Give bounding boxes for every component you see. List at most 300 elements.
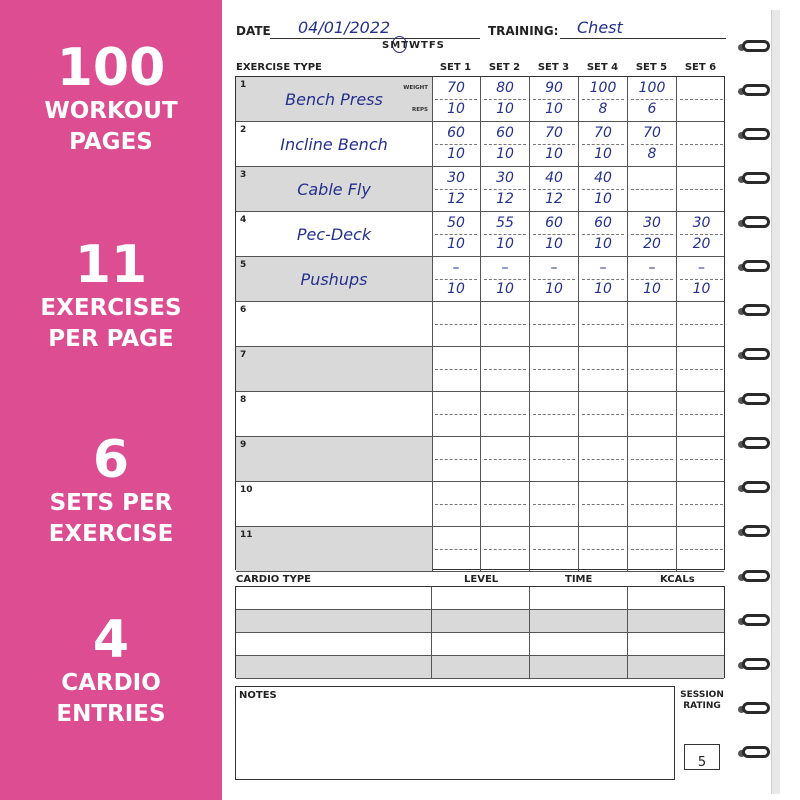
dashed-divider (582, 99, 624, 100)
set-cell[interactable] (677, 122, 726, 166)
dashed-divider (484, 189, 526, 190)
dashed-divider (631, 369, 673, 370)
stat-exercises (0, 237, 222, 355)
date-label: DATE (236, 24, 271, 38)
reps-value: 10 (692, 281, 711, 297)
dashed-divider (533, 324, 575, 325)
set-cell[interactable] (677, 257, 726, 301)
set-cell[interactable] (530, 302, 579, 346)
cardio-kcal-cell[interactable] (628, 610, 724, 632)
set-cell[interactable] (432, 167, 481, 211)
set-cell[interactable] (628, 437, 677, 481)
dashed-divider (533, 144, 575, 145)
spiral-coil (738, 481, 772, 495)
exercise-number: 7 (240, 350, 247, 360)
reps-value: 10 (545, 146, 563, 162)
set-cell[interactable] (481, 212, 530, 256)
set-cell[interactable] (432, 257, 481, 301)
stat-label-line1: SETS PER (49, 490, 173, 516)
set-cell[interactable] (481, 392, 530, 436)
set-cell[interactable] (579, 392, 628, 436)
dashed-divider (435, 459, 477, 460)
stat-sets (0, 432, 222, 550)
dashed-divider (533, 189, 575, 190)
set-cell[interactable] (481, 122, 530, 166)
dashed-divider (680, 144, 723, 145)
reps-value: 10 (545, 236, 563, 252)
dashed-divider (680, 459, 723, 460)
exercise-name-cell[interactable] (236, 482, 433, 526)
set-cell[interactable] (481, 347, 530, 391)
exercise-name-cell[interactable] (236, 527, 433, 571)
stat-label-line2: EXERCISE (48, 521, 174, 547)
exercise-row-8 (236, 392, 724, 437)
set-cell[interactable] (677, 167, 726, 211)
set-cell[interactable] (579, 482, 628, 526)
reps-value: 12 (545, 191, 563, 207)
weight-tag: WEIGHT (403, 85, 428, 91)
exercise-number: 5 (240, 260, 247, 270)
exercise-row-4 (236, 212, 724, 257)
dashed-divider (435, 279, 477, 280)
coil-wire (742, 746, 770, 758)
reps-value: 10 (496, 101, 514, 117)
set-cell[interactable] (628, 392, 677, 436)
weight-value: 70 (545, 125, 563, 141)
page-edge (771, 10, 780, 794)
weight-value: 50 (447, 215, 465, 231)
cardio-level-cell[interactable] (432, 610, 530, 632)
dashed-divider (680, 279, 723, 280)
exercise-number: 4 (240, 215, 247, 225)
stat-cardio (0, 612, 222, 730)
dashed-divider (435, 369, 477, 370)
session-rating-value[interactable] (684, 744, 720, 770)
coil-wire (742, 437, 770, 449)
dashed-divider (435, 189, 477, 190)
dashed-divider (435, 504, 477, 505)
dashed-divider (582, 549, 624, 550)
reps-value: 20 (692, 236, 711, 252)
notes-label: NOTES (239, 690, 277, 701)
dashed-divider (680, 234, 723, 235)
cardio-row (236, 633, 724, 656)
set-cell[interactable] (677, 527, 726, 571)
exercise-name-cell[interactable] (236, 392, 433, 436)
cardio-kcal-cell[interactable] (628, 656, 724, 678)
reps-value: 10 (447, 236, 465, 252)
exercise-row-3 (236, 167, 724, 212)
coil-wire (742, 481, 770, 493)
exercise-number: 6 (240, 305, 247, 315)
exercise-name-cell[interactable] (236, 257, 433, 301)
cardio-row (236, 610, 724, 633)
coil-wire (742, 260, 770, 272)
spiral-coil (738, 84, 772, 98)
weight-value: 30 (496, 170, 514, 186)
set-cell[interactable] (677, 212, 726, 256)
cardio-type-header: CARDIO TYPE (236, 574, 312, 585)
set-cell[interactable] (579, 257, 628, 301)
set-cell[interactable] (432, 482, 481, 526)
exercise-name-cell[interactable] (236, 437, 433, 481)
dashed-divider (582, 144, 624, 145)
coil-wire (742, 216, 770, 228)
session-rating-label-line2: RATING (683, 701, 721, 711)
exercise-row-6 (236, 302, 724, 347)
reps-value: 10 (594, 146, 612, 162)
stat-label-line1: CARDIO (61, 670, 161, 696)
dashed-divider (680, 189, 723, 190)
stat-label-line1: WORKOUT (44, 98, 178, 124)
exercise-number: 10 (240, 485, 253, 495)
dashed-divider (484, 99, 526, 100)
dashed-divider (533, 234, 575, 235)
dashed-divider (484, 144, 526, 145)
set-cell[interactable] (432, 77, 481, 121)
set-2-header: SET 2 (488, 62, 521, 73)
set-4-header: SET 4 (586, 62, 619, 73)
set-cell[interactable] (677, 392, 726, 436)
spiral-coil (738, 614, 772, 628)
set-cell[interactable] (530, 437, 579, 481)
set-cell[interactable] (432, 212, 481, 256)
cardio-kcal-header: KCALs (660, 574, 695, 585)
reps-value: 10 (545, 101, 563, 117)
set-cell[interactable] (579, 212, 628, 256)
set-cell[interactable] (628, 257, 677, 301)
cardio-time-cell[interactable] (530, 587, 628, 609)
dashed-divider (484, 369, 526, 370)
weight-value: 70 (594, 125, 612, 141)
dashed-divider (533, 459, 575, 460)
weight-value: 40 (594, 170, 612, 186)
cardio-row (236, 656, 724, 679)
stat-label-line2: ENTRIES (56, 701, 166, 727)
exercise-number: 3 (240, 170, 247, 180)
set-cell[interactable] (530, 347, 579, 391)
cardio-level-cell[interactable] (432, 633, 530, 655)
set-cell[interactable] (530, 122, 579, 166)
exercise-name-cell[interactable] (236, 347, 433, 391)
reps-value: 10 (594, 281, 612, 297)
stat-number: 6 (92, 430, 130, 490)
set-cell[interactable] (579, 527, 628, 571)
coil-wire (742, 658, 770, 670)
session-rating-label (676, 690, 728, 712)
exercise-row-5 (236, 257, 724, 302)
exercise-name: Pushups (300, 270, 368, 289)
stat-label-line1: EXERCISES (40, 295, 182, 321)
dashed-divider (484, 234, 526, 235)
dashed-divider (582, 414, 624, 415)
reps-value: 10 (447, 281, 465, 297)
dashed-divider (582, 369, 624, 370)
date-value[interactable]: 04/01/2022 (298, 18, 391, 37)
dashed-divider (435, 549, 477, 550)
exercise-row-9 (236, 437, 724, 482)
dashed-divider (631, 414, 673, 415)
dashed-divider (582, 459, 624, 460)
cardio-kcal-cell[interactable] (628, 633, 724, 655)
weight-value: – (698, 260, 705, 276)
exercise-row-1 (236, 77, 724, 122)
exercise-name-cell[interactable] (236, 122, 433, 166)
set-cell[interactable] (579, 437, 628, 481)
dashed-divider (582, 189, 624, 190)
exercise-name-cell[interactable] (236, 212, 433, 256)
set-cell[interactable] (432, 302, 481, 346)
feature-panel (0, 0, 222, 800)
stat-pages (0, 40, 222, 158)
training-label: TRAINING: (488, 24, 559, 38)
dashed-divider (435, 144, 477, 145)
set-cell[interactable] (677, 482, 726, 526)
spiral-coil (738, 437, 772, 451)
set-cell[interactable] (432, 122, 481, 166)
set-cell[interactable] (530, 392, 579, 436)
cardio-row (236, 587, 724, 610)
reps-value: 10 (545, 281, 563, 297)
weight-value: 70 (447, 80, 465, 96)
dashed-divider (631, 279, 673, 280)
set-cell[interactable] (677, 437, 726, 481)
spiral-coil (738, 348, 772, 362)
spiral-coil (738, 172, 772, 186)
set-cell[interactable] (432, 437, 481, 481)
cardio-type-cell[interactable] (236, 633, 432, 655)
weight-value: – (452, 260, 460, 276)
dashed-divider (631, 234, 673, 235)
cardio-type-cell[interactable] (236, 587, 432, 609)
weight-value: 60 (545, 215, 563, 231)
dashed-divider (582, 504, 624, 505)
cardio-table (235, 586, 725, 678)
dashed-divider (435, 99, 477, 100)
set-cell[interactable] (481, 527, 530, 571)
spiral-coil (738, 40, 772, 54)
set-cell[interactable] (530, 77, 579, 121)
spiral-coil (738, 216, 772, 230)
dashed-divider (582, 234, 624, 235)
dashed-divider (631, 324, 673, 325)
set-cell[interactable] (530, 212, 579, 256)
exercise-number: 11 (240, 530, 253, 540)
weight-value: 60 (594, 215, 612, 231)
training-value[interactable]: Chest (577, 18, 623, 37)
set-cell[interactable] (481, 77, 530, 121)
spiral-coil (738, 525, 772, 539)
weekday-selector[interactable]: SMTWTFS (382, 40, 445, 51)
cardio-time-cell[interactable] (530, 610, 628, 632)
coil-wire (742, 40, 770, 52)
training-underline (560, 38, 726, 39)
cardio-kcal-cell[interactable] (628, 587, 724, 609)
dashed-divider (631, 189, 673, 190)
dashed-divider (631, 459, 673, 460)
set-1-header: SET 1 (439, 62, 472, 73)
set-cell[interactable] (432, 392, 481, 436)
weight-value: – (501, 260, 509, 276)
reps-value: 10 (496, 281, 514, 297)
set-cell[interactable] (677, 347, 726, 391)
set-cell[interactable] (628, 347, 677, 391)
weight-value: 100 (638, 80, 666, 96)
spiral-coil (738, 304, 772, 318)
reps-value: 6 (647, 101, 657, 117)
notes-box[interactable] (235, 686, 675, 780)
coil-wire (742, 172, 770, 184)
dashed-divider (631, 549, 673, 550)
stat-number: 11 (74, 235, 148, 295)
dashed-divider (533, 279, 575, 280)
exercise-table (235, 76, 725, 570)
reps-value: 10 (594, 191, 612, 207)
weight-value: 60 (447, 125, 465, 141)
set-cell[interactable] (628, 77, 677, 121)
set-cell[interactable] (530, 167, 579, 211)
weight-value: 55 (496, 215, 514, 231)
stat-number: 4 (92, 610, 130, 670)
set-cell[interactable] (481, 437, 530, 481)
set-cell[interactable] (677, 77, 726, 121)
dashed-divider (484, 279, 526, 280)
exercise-name: Cable Fly (297, 180, 371, 199)
dashed-divider (631, 99, 673, 100)
dashed-divider (582, 279, 624, 280)
dashed-divider (484, 324, 526, 325)
exercise-name-cell[interactable] (236, 77, 433, 121)
coil-wire (742, 702, 770, 714)
dashed-divider (484, 459, 526, 460)
reps-value: 12 (447, 191, 465, 207)
cardio-level-header: LEVEL (464, 574, 499, 585)
dashed-divider (533, 549, 575, 550)
dashed-divider (680, 99, 723, 100)
coil-wire (742, 393, 770, 405)
set-cell[interactable] (432, 527, 481, 571)
dashed-divider (680, 414, 723, 415)
reps-value: 10 (496, 146, 514, 162)
coil-wire (742, 84, 770, 96)
stat-label-line2: PER PAGE (48, 326, 174, 352)
cardio-type-cell[interactable] (236, 610, 432, 632)
set-cell[interactable] (530, 257, 579, 301)
set-3-header: SET 3 (537, 62, 570, 73)
set-cell[interactable] (579, 167, 628, 211)
exercise-name-cell[interactable] (236, 167, 433, 211)
cardio-level-cell[interactable] (432, 587, 530, 609)
set-cell[interactable] (579, 77, 628, 121)
weight-value: 60 (496, 125, 514, 141)
set-cell[interactable] (628, 527, 677, 571)
dashed-divider (533, 99, 575, 100)
weight-value: 100 (589, 80, 617, 96)
session-rating-label-line1: SESSION (680, 690, 724, 700)
exercise-row-7 (236, 347, 724, 392)
cardio-time-cell[interactable] (530, 633, 628, 655)
set-cell[interactable] (628, 302, 677, 346)
spiral-coil (738, 128, 772, 142)
dashed-divider (680, 504, 723, 505)
set-cell[interactable] (530, 482, 579, 526)
exercise-number: 9 (240, 440, 247, 450)
exercise-number: 1 (240, 80, 247, 90)
cardio-type-cell[interactable] (236, 656, 432, 678)
set-cell[interactable] (481, 167, 530, 211)
weight-value: – (599, 260, 607, 276)
reps-value: 8 (598, 101, 608, 117)
cardio-time-header: TIME (565, 574, 593, 585)
weight-value: 40 (545, 170, 563, 186)
cardio-time-cell[interactable] (530, 656, 628, 678)
dashed-divider (435, 414, 477, 415)
set-cell[interactable] (481, 257, 530, 301)
set-cell[interactable] (432, 347, 481, 391)
reps-value: 12 (496, 191, 514, 207)
set-5-header: SET 5 (635, 62, 668, 73)
set-cell[interactable] (628, 167, 677, 211)
dashed-divider (582, 324, 624, 325)
exercise-name: Pec-Deck (296, 225, 372, 244)
date-underline (270, 38, 480, 39)
set-cell[interactable] (579, 122, 628, 166)
set-cell[interactable] (579, 302, 628, 346)
set-cell[interactable] (628, 122, 677, 166)
coil-wire (742, 525, 770, 537)
dashed-divider (484, 504, 526, 505)
exercise-row-11 (236, 527, 724, 572)
exercise-number: 8 (240, 395, 247, 405)
spiral-coil (738, 746, 772, 760)
set-cell[interactable] (530, 527, 579, 571)
dashed-divider (435, 234, 477, 235)
dashed-divider (484, 549, 526, 550)
stat-label-line2: PAGES (69, 129, 153, 155)
spiral-coil (738, 393, 772, 407)
coil-wire (742, 570, 770, 582)
exercise-name: Bench Press (285, 90, 383, 109)
weight-value: 80 (496, 80, 514, 96)
cardio-level-cell[interactable] (432, 656, 530, 678)
dashed-divider (680, 369, 723, 370)
set-cell[interactable] (628, 212, 677, 256)
weight-value: – (550, 260, 558, 276)
set-cell[interactable] (481, 302, 530, 346)
set-cell[interactable] (481, 482, 530, 526)
reps-tag: REPS (412, 107, 428, 113)
reps-value: 10 (594, 236, 612, 252)
weight-value: 70 (643, 125, 661, 141)
reps-value: 20 (643, 236, 661, 252)
weight-value: 90 (545, 80, 563, 96)
set-cell[interactable] (677, 302, 726, 346)
dashed-divider (680, 549, 723, 550)
weight-value: 30 (692, 215, 711, 231)
weight-value: – (648, 260, 656, 276)
coil-wire (742, 128, 770, 140)
exercise-number: 2 (240, 125, 247, 135)
spiral-coil (738, 570, 772, 584)
dashed-divider (631, 144, 673, 145)
dashed-divider (533, 414, 575, 415)
spiral-coil (738, 702, 772, 716)
set-cell[interactable] (628, 482, 677, 526)
set-cell[interactable] (579, 347, 628, 391)
dashed-divider (435, 324, 477, 325)
reps-value: 8 (647, 146, 657, 162)
exercise-name-cell[interactable] (236, 302, 433, 346)
